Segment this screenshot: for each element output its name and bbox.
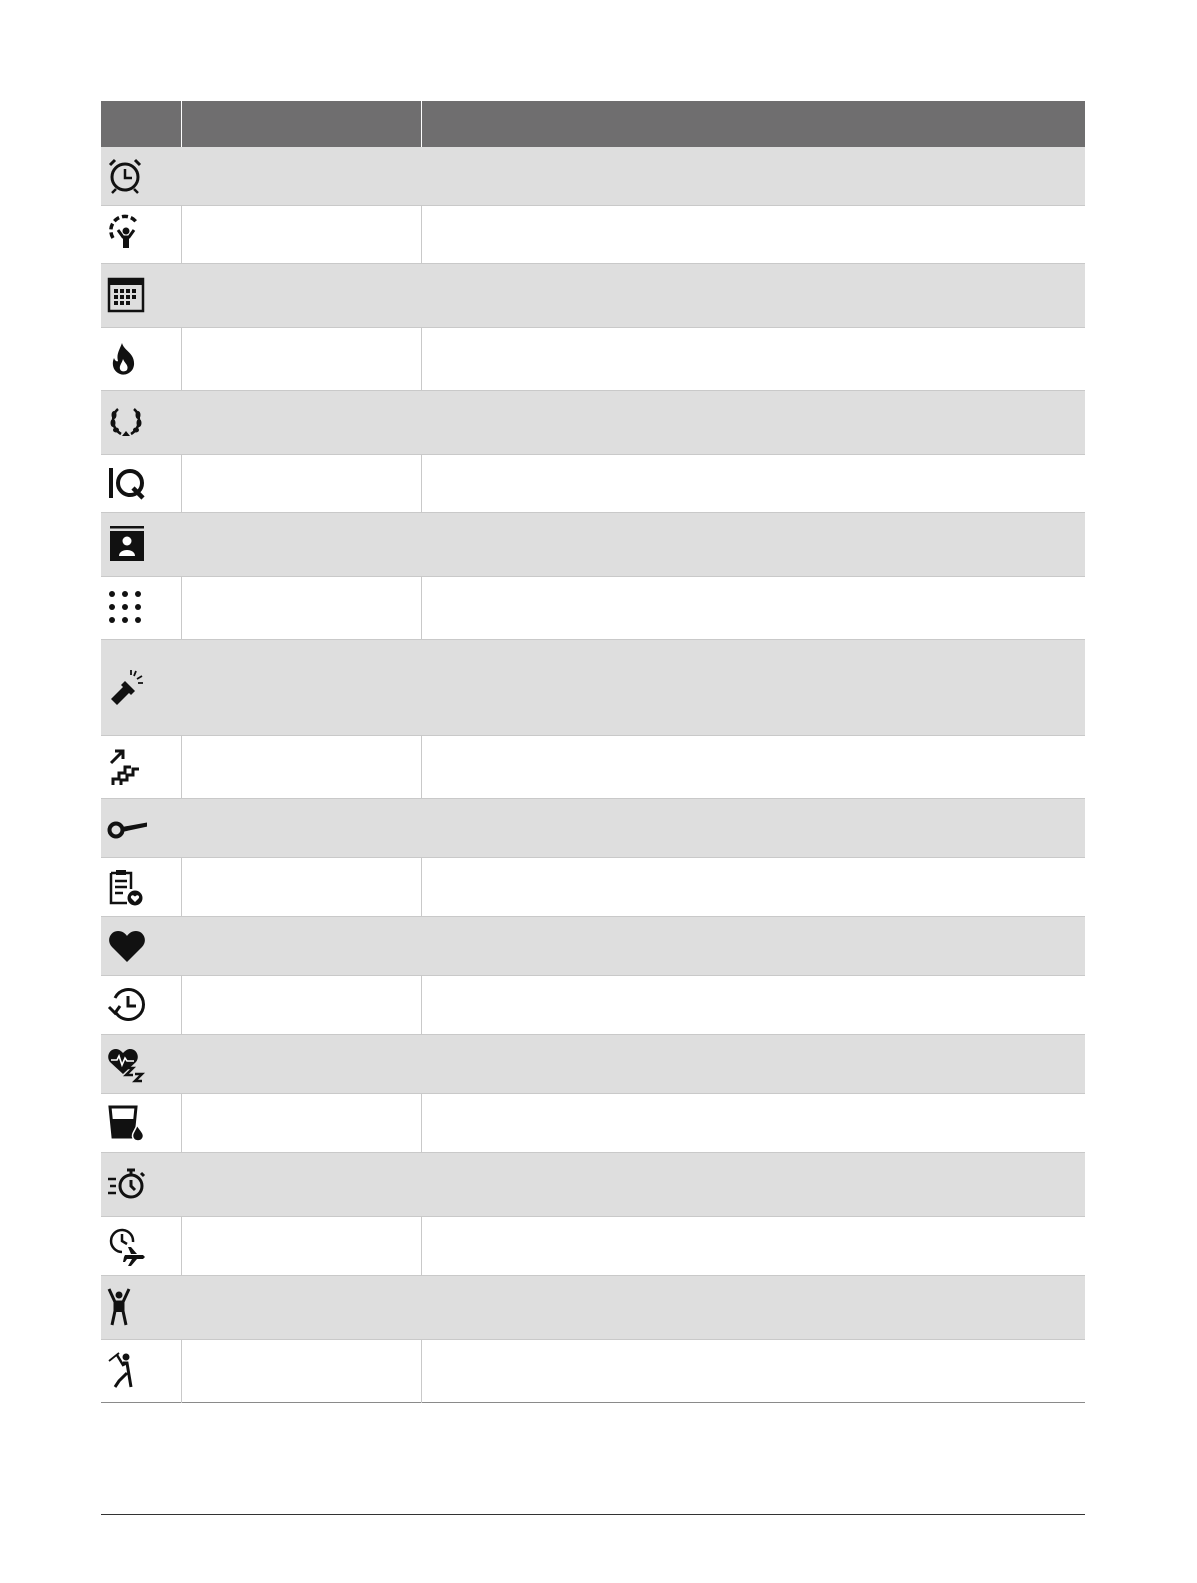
row-text (181, 263, 1085, 327)
row-description (421, 327, 1085, 390)
row-text (181, 147, 1085, 205)
icon-reference-table (101, 101, 1085, 1403)
table-row (101, 512, 1085, 576)
table-row (101, 639, 1085, 735)
flashlight-icon (101, 639, 181, 735)
header-name (181, 101, 421, 147)
table-row (101, 1275, 1085, 1339)
quick-stopwatch-icon (101, 1152, 181, 1216)
row-description (421, 1093, 1085, 1152)
row-description (421, 1216, 1085, 1275)
table-row (101, 576, 1085, 639)
table-row (101, 454, 1085, 512)
heart-rate-sleep-icon (101, 1034, 181, 1093)
row-name (181, 735, 421, 798)
row-text (181, 512, 1085, 576)
header-description (421, 101, 1085, 147)
history-clock-icon (101, 975, 181, 1034)
row-description (421, 576, 1085, 639)
row-text (181, 390, 1085, 454)
connect-iq-icon (101, 454, 181, 512)
row-description (421, 205, 1085, 263)
flame-icon (101, 327, 181, 390)
table-row (101, 1034, 1085, 1093)
table-header-row (101, 101, 1085, 147)
table-row (101, 147, 1085, 205)
floors-climbed-icon (101, 735, 181, 798)
row-name (181, 857, 421, 916)
travel-time-plane-icon (101, 1216, 181, 1275)
row-name (181, 1093, 421, 1152)
dot-grid-icon (101, 576, 181, 639)
row-name (181, 327, 421, 390)
row-name (181, 205, 421, 263)
heart-icon (101, 916, 181, 975)
body-battery-person-icon (101, 1275, 181, 1339)
key-icon (101, 798, 181, 857)
row-description (421, 1339, 1085, 1402)
footer-divider (101, 1514, 1085, 1515)
table-row (101, 857, 1085, 916)
row-name (181, 576, 421, 639)
row-text (181, 639, 1085, 735)
calendar-icon (101, 263, 181, 327)
row-text (181, 1152, 1085, 1216)
table-row (101, 1339, 1085, 1402)
row-description (421, 454, 1085, 512)
hydration-glass-icon (101, 1093, 181, 1152)
row-description (421, 735, 1085, 798)
table-row (101, 1093, 1085, 1152)
activity-goal-person-icon (101, 205, 181, 263)
alarm-clock-icon (101, 147, 181, 205)
contact-card-icon (101, 512, 181, 576)
row-name (181, 1339, 421, 1402)
row-description (421, 857, 1085, 916)
table-row (101, 390, 1085, 454)
row-name (181, 1216, 421, 1275)
table-row (101, 916, 1085, 975)
row-name (181, 454, 421, 512)
health-clipboard-icon (101, 857, 181, 916)
table-row (101, 1152, 1085, 1216)
table-row (101, 327, 1085, 390)
row-text (181, 1034, 1085, 1093)
header-icon (101, 101, 181, 147)
row-text (181, 1275, 1085, 1339)
table-row (101, 735, 1085, 798)
table-row (101, 263, 1085, 327)
table-row (101, 205, 1085, 263)
row-name (181, 975, 421, 1034)
row-description (421, 975, 1085, 1034)
table-row (101, 798, 1085, 857)
table-row (101, 975, 1085, 1034)
golf-swing-icon (101, 1339, 181, 1402)
row-text (181, 916, 1085, 975)
laurel-wreath-icon (101, 390, 181, 454)
row-text (181, 798, 1085, 857)
table-row (101, 1216, 1085, 1275)
